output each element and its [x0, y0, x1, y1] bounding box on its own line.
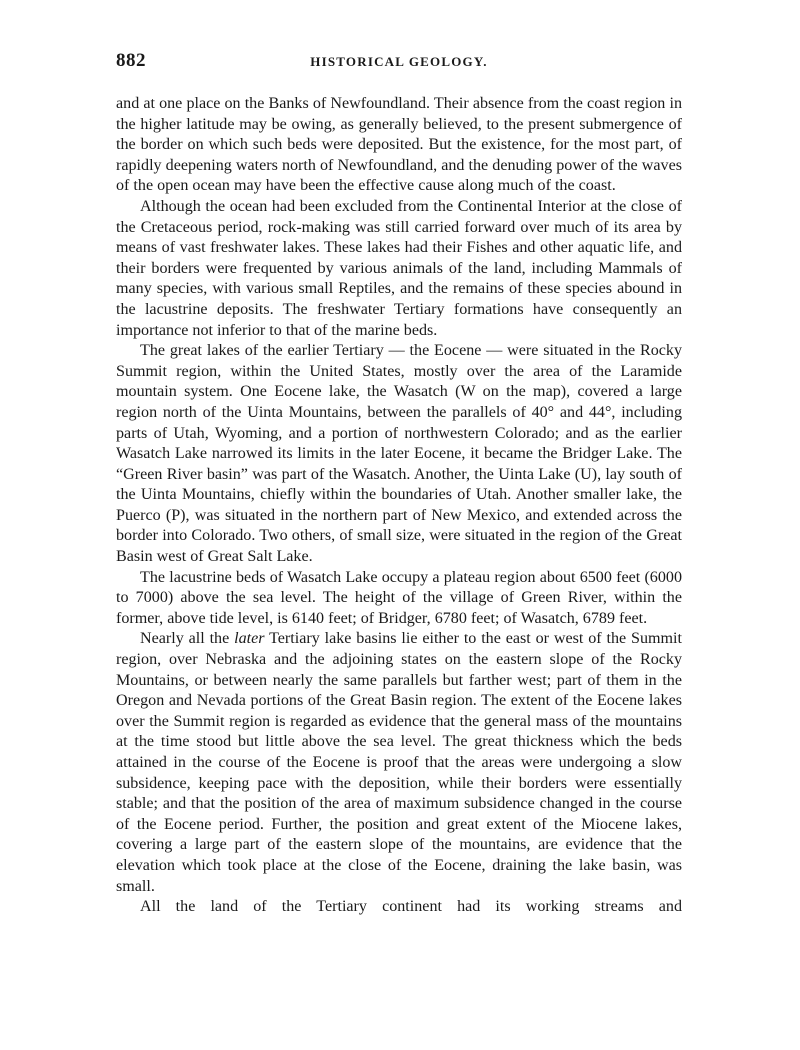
paragraph-wasatch-elevation: The lacustrine beds of Wasatch Lake occupy a plateau region about 6500 feet (6000 to 7000) above the sea level. The height of the village of Green River, within the former, above tide level, is 6140 feet; of Bridger, 6780 feet; of Wasatch, 6789 feet. — [116, 568, 682, 627]
paragraph-freshwater-lakes: Although the ocean had been excluded from the Continental Interior at the close of the Cretaceous period, rock-making was still carried forward over much of its area by means of vast freshwater lakes. These lakes had their Fishes and other aquatic life, and their borders were frequented by various animals of the land, including Mammals of many species, with various small Reptiles, and the remains of these species abound in the lacustrine deposits. The freshwater Tertiary formations have consequently an importance not inferior to that of the marine beds. — [116, 197, 682, 339]
paragraph-text-end: Tertiary lake basins lie either to the east or west of the Summit region, over Nebraska and the adjoining states on the eastern slope of the Rocky Mountains, or between nearly the same parallels but farther west; part of them in the Oregon and Nevada portions of the Great Basin region. The extent of the Eocene lakes over the Summit region is regarded as evidence that the general mass of the mountains at the time stood but little above the sea level. The great thickness which the beds attained in the course of the Eocene is proof that the areas were undergoing a slow subsidence, keeping pace with the deposition, while their borders were essentially stable; and that the position of the area of maximum subsidence changed in the course of the Eocene period. Further, the position and great extent of the Miocene lakes, covering a large part of the eastern slope of the mountains, are evidence that the elevation which took place at the close of the Eocene, draining the lake basin, was small. — [116, 630, 682, 895]
paragraph-tertiary-continent: All the land of the Tertiary continent had its working streams and — [140, 898, 682, 916]
paragraph-later-tertiary — [116, 629, 682, 897]
body-text — [116, 94, 682, 918]
paragraph-eocene-lakes: The great lakes of the earlier Tertiary — the Eocene — were situated in the Rocky Summit region, within the United States, mostly over the area of the Laramide mountain system. One Eocene lake, the Wasatch (W on the map), covered a large region north of the Uinta Mountains, between the parallels of 40° and 44°, including parts of Utah, Wyoming, and a portion of northwestern Colorado; and as the earlier Wasatch Lake narrowed its limits in the later Eocene, it became the Bridger Lake. The “Green River basin” was part of the Wasatch. Another, the Uinta Lake (U), lay south of the Uinta Mountains, chiefly within the boundaries of Utah. Another smaller lake, the Puerco (P), was situated in the northern part of New Mexico, and extended across the border into Colorado. Two others, of small size, were situated in the region of the Great Basin west of Great Salt Lake. — [116, 342, 682, 566]
italic-word-later: later — [234, 630, 265, 648]
page-number: 882 — [116, 50, 146, 71]
book-page — [116, 50, 682, 918]
running-title: HISTORICAL GEOLOGY. — [310, 54, 488, 69]
paragraph-continued: and at one place on the Banks of Newfoundland. Their absence from the coast region in the higher latitude may be owing, as generally believed, to the present submergence of the border on which such beds were deposited. But the existence, for the most part, of rapidly deepening waters north of Newfoundland, and the denuding power of the waves of the open ocean may have been the effective cause along much of the coast. — [116, 95, 682, 195]
running-head — [116, 50, 682, 78]
paragraph-text-start: Nearly all the — [140, 630, 235, 648]
